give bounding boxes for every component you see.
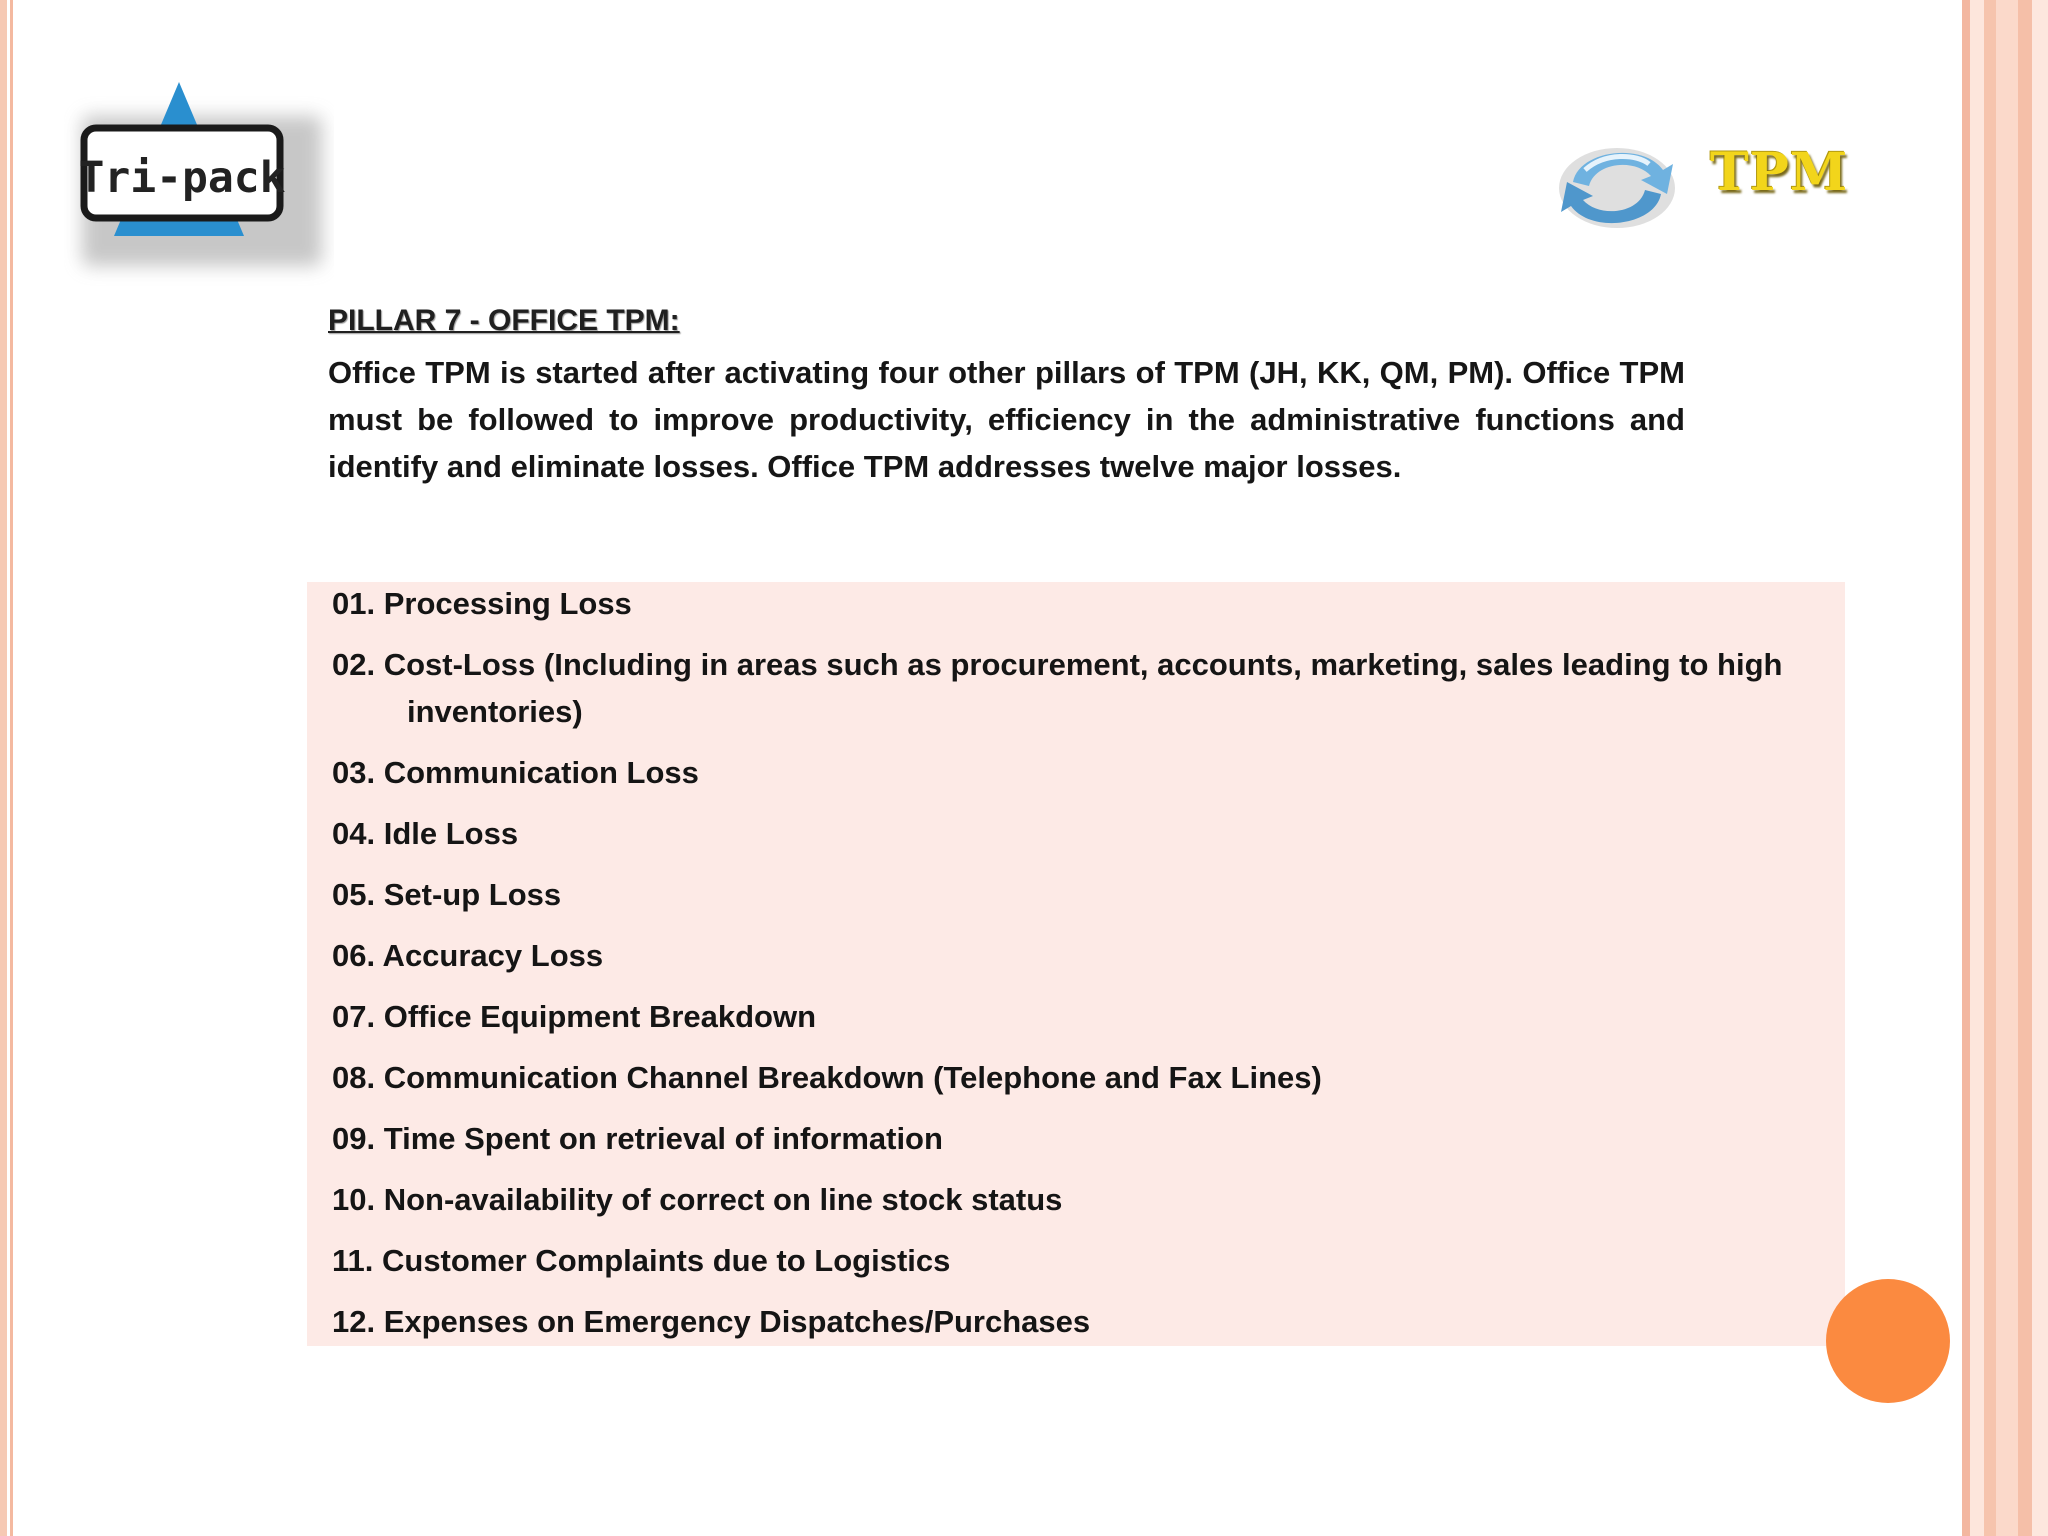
left-border-decoration: [0, 0, 22, 1536]
loss-item: 10. Non-availability of correct on line stock status: [332, 1182, 1063, 1217]
loss-item: 08. Communication Channel Breakdown (Telephone and Fax Lines): [332, 1060, 1322, 1095]
loss-item: 06. Accuracy Loss: [332, 938, 604, 973]
right-border-decoration: [1958, 0, 2048, 1536]
loss-item: 12. Expenses on Emergency Dispatches/Purchases: [332, 1304, 1091, 1339]
orange-circle-decoration: [1826, 1279, 1950, 1403]
tripack-logo: [64, 76, 334, 286]
loss-item: 02. Cost-Loss (Including in areas such as procurement, accounts, marketing, sales leading to high inventories): [332, 647, 1783, 729]
loss-item: 03. Communication Loss: [332, 755, 699, 790]
tripack-logo-text: Tri-pack: [78, 153, 286, 203]
loss-item: 09. Time Spent on retrieval of information: [332, 1121, 943, 1156]
loss-item: 05. Set-up Loss: [332, 877, 562, 912]
tpm-logo: [1545, 130, 1865, 250]
slide-heading: PILLAR 7 - OFFICE TPM:: [328, 304, 680, 337]
loss-item: 11. Customer Complaints due to Logistics: [332, 1243, 951, 1278]
tpm-logo-text: TPM: [1710, 142, 1849, 203]
loss-item: 01. Processing Loss: [332, 586, 632, 621]
tripack-logo-graphic: [64, 76, 334, 286]
loss-item: 07. Office Equipment Breakdown: [332, 999, 817, 1034]
tpm-cycle-icon: [1545, 130, 1705, 250]
loss-item: 04. Idle Loss: [332, 816, 519, 851]
losses-list: [332, 580, 1822, 1359]
intro-paragraph: Office TPM is started after activating four other pillars of TPM (JH, KK, QM, PM). Office TPM must be followed to improve productivity, efficiency in the administrative functions and identify and eliminate losses. Office TPM addresses twelve major losses.: [328, 355, 1685, 484]
